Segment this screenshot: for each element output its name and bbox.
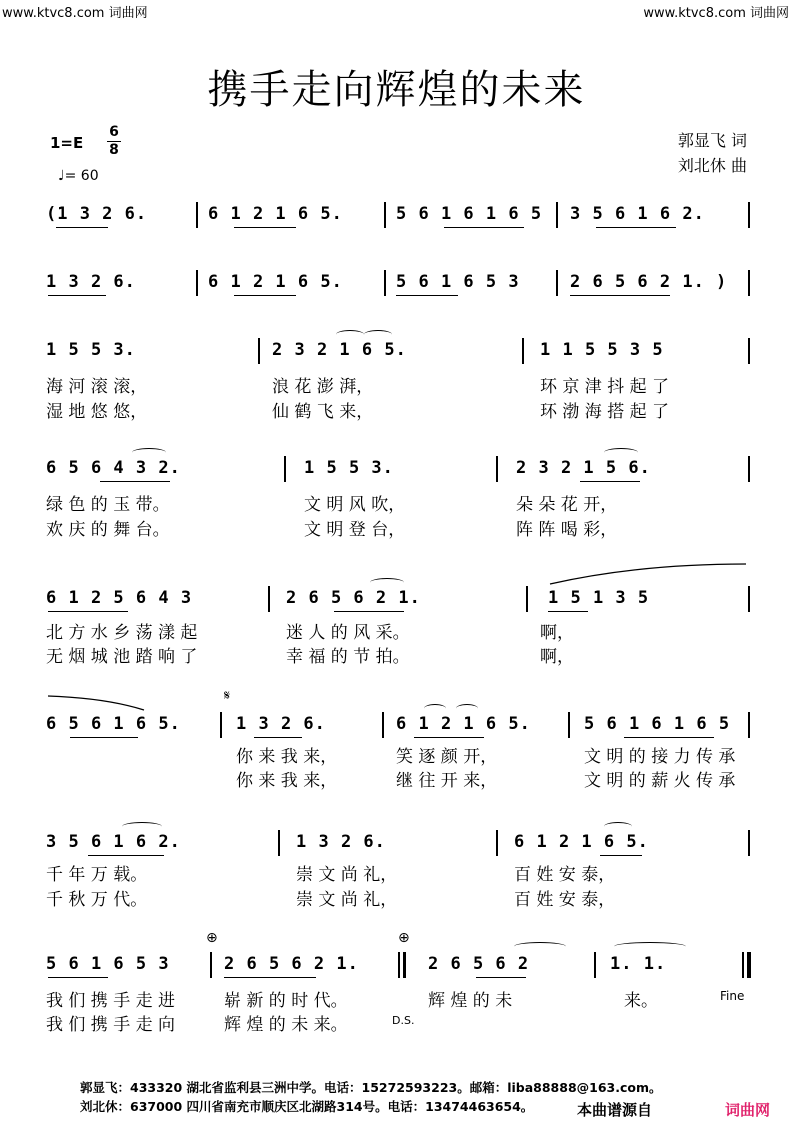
measure: 1 1 5 5 3 5	[540, 340, 664, 360]
measure: 1 3 2 6.	[236, 714, 326, 734]
lyric-line: 千 秋 万 代。 崇 文 尚 礼， 百 姓 安 泰，	[46, 890, 616, 910]
time-numerator: 6	[109, 124, 119, 140]
lyric-line: 我 们 携 手 走 向 辉 煌 的 未 来。 D.S.	[46, 1014, 415, 1035]
staff-line	[44, 454, 752, 484]
measure: 3 5 6 1 6 2.	[46, 832, 181, 852]
coda-sign: ⊕	[398, 930, 410, 946]
measure: 5 6 1 6 1 6 5	[584, 714, 731, 734]
lyricist-credit: 郭显飞 词	[677, 131, 747, 150]
measure: 1 3 2 6.	[46, 272, 136, 292]
measure: 3 5 6 1 6 2.	[570, 204, 705, 224]
site-logo[interactable]: 词曲网	[725, 1101, 771, 1119]
measure: 1 5 5 3.	[304, 458, 394, 478]
fine-marking: Fine	[720, 989, 745, 1003]
footer-composer-contact: 刘北休：637000 四川省南充市顺庆区北湖路314号。电话：13474463654。	[80, 1099, 534, 1114]
lyric-line: 海 河 滚 滚， 浪 花 澎 湃， 环 京 津 抖 起 了	[46, 377, 670, 397]
time-signature	[107, 125, 121, 158]
staff-line	[44, 828, 752, 858]
lyric-line: 无 烟 城 池 踏 响 了 幸 福 的 节 拍。 啊，	[46, 647, 574, 667]
segno-sign: 𝄋	[224, 688, 231, 704]
staff-line	[44, 930, 752, 980]
lyric-line: 湿 地 悠 悠， 仙 鹤 飞 来， 环 渤 海 搭 起 了	[46, 402, 670, 422]
phrase-slur	[548, 562, 748, 586]
lyric-line: 你 来 我 来， 笑 逐 颜 开， 文 明 的 接 力 传 承	[236, 747, 736, 767]
measure: 1 3 2 6.	[296, 832, 386, 852]
staff-line	[44, 336, 752, 366]
lyric-line: 欢 庆 的 舞 台。 文 明 登 台， 阵 阵 喝 彩，	[46, 520, 618, 540]
tempo-marking: ♩= 60	[58, 168, 99, 184]
measure: 5 6 1 6 5 3	[46, 954, 170, 974]
measure: 5 6 1 6 1 6 5	[396, 204, 543, 224]
staff-line	[44, 584, 752, 614]
footer-lyricist-contact: 郭显飞：433320 湖北省监利县三洲中学。电话：15272593223。邮箱：liba88888@163.com。	[80, 1080, 662, 1095]
measure: 6 1 2 1 6 5.	[514, 832, 649, 852]
lyric-line: 北 方 水 乡 荡 漾 起 迷 人 的 风 采。 啊，	[46, 623, 574, 643]
staff-line	[44, 200, 752, 230]
measure: 2 3 2 1 5 6.	[516, 458, 651, 478]
measure: 6 1 2 5 6 4 3	[46, 588, 193, 608]
key-signature: 1=E	[50, 134, 84, 152]
staff-line	[44, 268, 752, 298]
measure: 6 1 2 1 6 5.	[208, 204, 343, 224]
composer-credit: 刘北休 曲	[677, 156, 747, 175]
coda-sign: ⊕	[206, 930, 218, 946]
measure: 2 6 5 6 2	[428, 954, 530, 974]
lyric-line: 千 年 万 载。 崇 文 尚 礼， 百 姓 安 泰，	[46, 865, 616, 885]
measure: 1 5 5 3.	[46, 340, 136, 360]
watermark-right: www.ktvc8.com 词曲网	[643, 6, 789, 21]
lyric-line: 绿 色 的 玉 带。 文 明 风 吹， 朵 朵 花 开，	[46, 495, 618, 515]
song-title: 携手走向辉煌的未来	[207, 67, 586, 113]
measure: 1. 1.	[610, 954, 667, 974]
measure: 6 5 6 1 6 5.	[46, 714, 181, 734]
watermark-left: www.ktvc8.com 词曲网	[2, 6, 148, 21]
measure: 1 5 1 3 5	[548, 588, 650, 608]
measure: 6 5 6 4 3 2.	[46, 458, 181, 478]
measure: 2 6 5 6 2 1.	[224, 954, 359, 974]
measure: 2 6 5 6 2 1.	[286, 588, 421, 608]
measure: 6 1 2 1 6 5.	[396, 714, 531, 734]
lyric-line: 我 们 携 手 走 进 崭 新 的 时 代。 辉 煌 的 未 来。 Fine	[46, 989, 745, 1011]
source-label: 本曲谱源自	[577, 1101, 653, 1119]
ds-marking: D.S.	[392, 1014, 415, 1027]
lyric-line: 你 来 我 来， 继 往 开 来， 文 明 的 薪 火 传 承	[236, 771, 736, 791]
measure: 6 1 2 1 6 5.	[208, 272, 343, 292]
staff-line	[44, 688, 752, 740]
time-denominator: 8	[109, 142, 119, 158]
phrase-slur-end	[46, 694, 146, 714]
measure: 2 3 2 1 6 5.	[272, 340, 407, 360]
measure: 5 6 1 6 5 3	[396, 272, 520, 292]
measure: (1 3 2 6.	[46, 204, 148, 224]
measure: 2 6 5 6 2 1. )	[570, 272, 728, 292]
